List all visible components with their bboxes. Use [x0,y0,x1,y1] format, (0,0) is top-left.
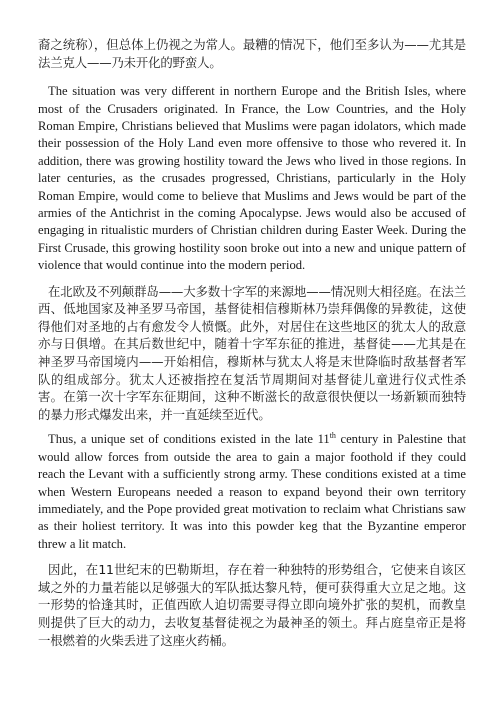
ordinal-superscript: th [329,431,336,441]
paragraph-en-conditions-part2: century in Palestine that would allow forces from outside the area to gain a major foothold if they could reach the Levant with a sufficiently strong army. These conditions existed at a time when Western Europeans needed a reason to expand beyond their own territory immediately, and the Pope provided great motivation to reclaim what Christians saw as their holiest territory. It was into this powder keg that the Byzantine emperor threw a lit match. [38,432,467,551]
paragraph-en-northern-europe: The situation was very different in northern Europe and the British Isles, where most of the Crusaders originated. In France, the Low Countries, and the Holy Roman Empire, Christians believed that Muslims were pagan idolators, which made their possession of the Holy Land even more offensive to those who revered it. In addition, there was growing hostility toward the Jews who lived in those regions. In later centuries, as the crusades progressed, Christians, particularly in the Holy Roman Empire, would come to believe that Muslims and Jews would be part of the armies of the Antichrist in the coming Apocalypse. Jews would also be accused of engaging in ritualistic murders of Christian children during Easter Week. During the First Crusade, this growing hostility soon broke out into a new and unique pattern of violence that would continue into the modern period. [38,84,466,273]
paragraph-zh-conditions: 因此，在11世纪末的巴勒斯坦，存在着一种独特的形势组合，它使来自该区域之外的力量若能以足够强大的军队抵达黎凡特，便可获得重大立足之地。这一形势的恰逢其时，正值西欧人迫切需要寻得立即向境外扩张的契机，而教皇则提供了巨大的动力，去收复基督徒视之为最神圣的领土。拜占庭皇帝正是将一根燃着的火柴丢进了这座火药桶。 [38,562,466,648]
document-page [38,36,466,649]
paragraph-zh-northern-europe: 在北欧及不列颠群岛——大多数十字军的来源地——情况则大相径庭。在法兰西、低地国家及神圣罗马帝国，基督徒相信穆斯林乃崇拜偶像的异教徒，这使得他们对圣地的占有愈发令人愤慨。此外，对居住在这些地区的犹太人的敌意亦与日俱增。在其后数世纪中，随着十字军东征的推进，基督徒——尤其是在神圣罗马帝国境内——开始相信，穆斯林与犹太人将是末世降临时敌基督者军队的组成部分。犹太人还被指控在复活节周期间对基督徒儿童进行仪式性杀害。在第一次十字军东征期间，这种不断滋长的敌意很快便以一场新颖而独特的暴力形式爆发出来，并一直延续至近代。 [38,283,466,422]
paragraph-zh-intro: 裔之统称），但总体上仍视之为常人。最糟的情况下，他们至多认为——尤其是法兰克人——乃未开化的野蛮人。 [38,37,466,70]
paragraph-en-conditions [38,431,466,553]
paragraph-en-conditions-part1: Thus, a unique set of conditions existed in the late 11 [48,432,330,447]
